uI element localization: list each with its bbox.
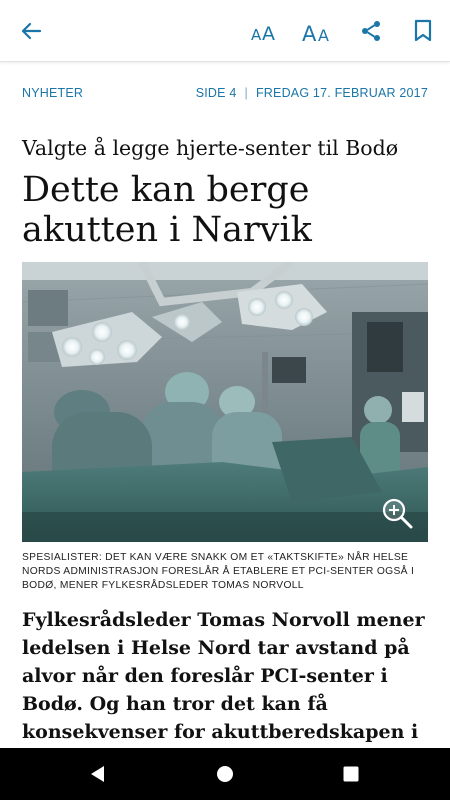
- arrow-left-icon: [20, 20, 42, 42]
- svg-text:A: A: [318, 26, 329, 44]
- share-button[interactable]: [354, 14, 388, 48]
- nav-recents-button[interactable]: [336, 760, 366, 788]
- zoom-in-icon: [380, 496, 414, 530]
- svg-text:A: A: [262, 23, 275, 43]
- bookmark-button[interactable]: [406, 14, 440, 48]
- nav-home-circle-icon: [215, 764, 235, 784]
- nav-back-button[interactable]: [83, 760, 113, 788]
- back-button[interactable]: [14, 14, 48, 48]
- text-size-increase-icon: [301, 18, 339, 44]
- article-photo[interactable]: [22, 262, 428, 542]
- bookmark-icon: [413, 19, 433, 43]
- text-size-decrease-button[interactable]: [248, 14, 284, 48]
- publish-date: FREDAG 17. FEBRUAR 2017: [255, 86, 428, 100]
- nav-recents-square-icon: [342, 765, 360, 783]
- share-icon: [359, 19, 383, 43]
- article-lead: Fylkesrådsleder Tomas Norvoll mener ledelsen i Helse Nord tar avstand på alvor når den foreslår PCI-senter i Bodø. Og han tror det kan få konsekvenser for akuttberedskapen i: [22, 609, 425, 743]
- app-toolbar: [0, 0, 450, 62]
- article-headline: Dette kan berge akutten i Narvik: [22, 170, 312, 250]
- text-size-decrease-icon: [249, 19, 283, 43]
- system-nav-bar: [0, 748, 450, 800]
- zoom-in-button[interactable]: [380, 496, 414, 530]
- operating-room-image: [22, 262, 428, 542]
- page-date: [196, 86, 428, 100]
- svg-text:A: A: [302, 22, 317, 44]
- nav-back-triangle-icon: [89, 765, 107, 783]
- article-meta: [22, 86, 428, 102]
- page-number: SIDE 4: [195, 86, 237, 100]
- photo-caption: SPESIALISTER: DET KAN VÆRE SNAKK OM ET «TAKTSKIFTE» NÅR HELSE NORDS ADMINISTRASJON FORESLÅR Å ETABLERE ET PCI-SENTER OGSÅ I BODØ, MENER FYLKESRÅDSLEDER TOMAS NORVOLL: [22, 552, 415, 591]
- section-label: NYHETER: [22, 86, 84, 100]
- svg-text:A: A: [251, 26, 262, 43]
- article-kicker: Valgte å legge hjerte-senter til Bodø: [22, 136, 399, 160]
- text-size-increase-button[interactable]: [300, 14, 340, 48]
- meta-separator: |: [244, 86, 248, 100]
- nav-home-button[interactable]: [210, 760, 240, 788]
